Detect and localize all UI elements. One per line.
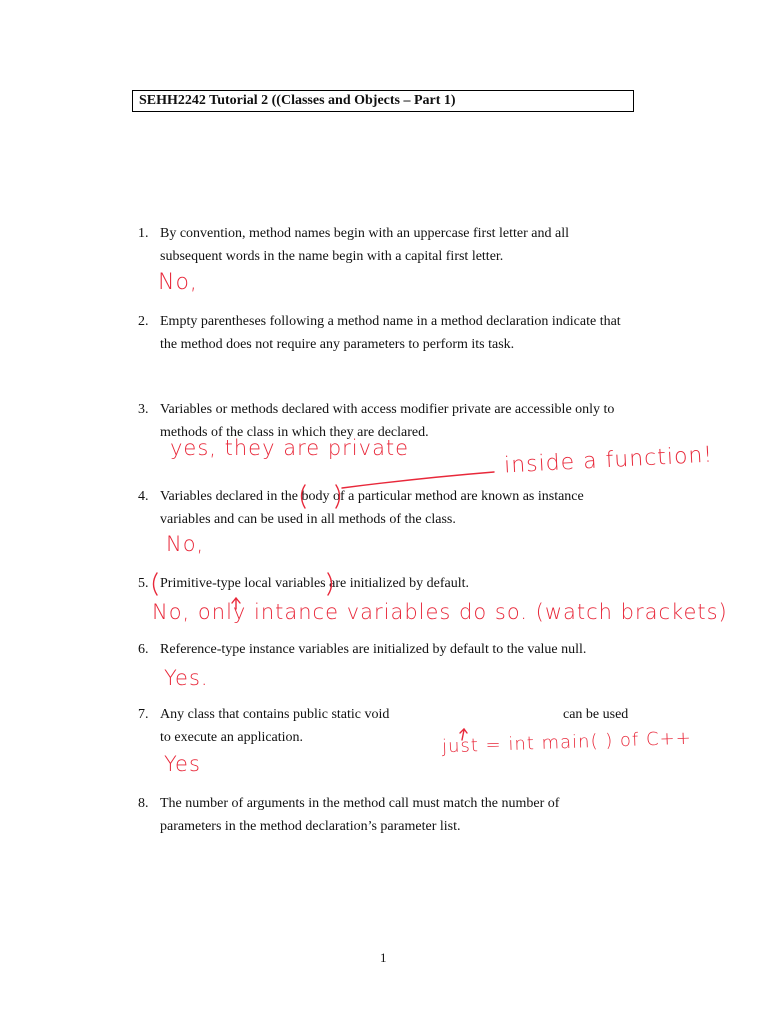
question-number: 6. (138, 642, 149, 657)
answer-7-note: just = int main( ) of C++ (441, 727, 693, 758)
question-text: Variables or methods declared with access modifier private are accessible only to (160, 402, 615, 417)
answer-4: No, (166, 532, 205, 556)
question-number: 2. (138, 314, 149, 329)
answer-6: Yes. (164, 666, 209, 690)
question-text: Any class that contains public static void (160, 707, 390, 722)
question-text: methods of the class in which they are declared. (160, 425, 429, 440)
question-text: variables and can be used in all methods of the class. (160, 512, 456, 527)
question-text: Empty parentheses following a method name in a method declaration indicate that (160, 314, 621, 329)
question-number: 3. (138, 402, 149, 417)
document-title: SEHH2242 Tutorial 2 ((Classes and Objects – Part 1) (139, 93, 456, 108)
caret-mark (460, 729, 467, 733)
question-number: 8. (138, 796, 149, 811)
question-text: The number of arguments in the method call must match the number of (160, 796, 560, 811)
answer-7: Yes (164, 752, 201, 776)
question-text: subsequent words in the name begin with a capital first letter. (160, 249, 504, 264)
question-text: Variables declared in the body of a particular method are known as instance (160, 489, 584, 504)
bracket-left-mark (154, 573, 158, 595)
question-number: 4. (138, 489, 149, 504)
question-text: Primitive-type local variables are initialized by default. (160, 576, 470, 591)
page-number: 1 (380, 950, 387, 965)
answer-5: No, only intance variables do so. (watch brackets) (152, 600, 728, 624)
question-text: By convention, method names begin with an uppercase first letter and all (160, 226, 569, 241)
question-text: Reference-type instance variables are initialized by default to the value null. (160, 642, 587, 657)
answer-1: No, (158, 270, 198, 295)
question-number: 5. (138, 576, 149, 591)
question-text: to execute an application. (160, 730, 304, 745)
answer-4-note: inside a function! (503, 442, 714, 479)
question-number: 1. (138, 226, 149, 241)
question-text: parameters in the method declaration’s parameter list. (160, 819, 461, 834)
title-box (132, 90, 634, 112)
question-text: the method does not require any parameters to perform its task. (160, 337, 515, 352)
question-text: can be used (563, 707, 629, 722)
answer-3: yes, they are private (170, 436, 410, 460)
question-number: 7. (138, 707, 149, 722)
